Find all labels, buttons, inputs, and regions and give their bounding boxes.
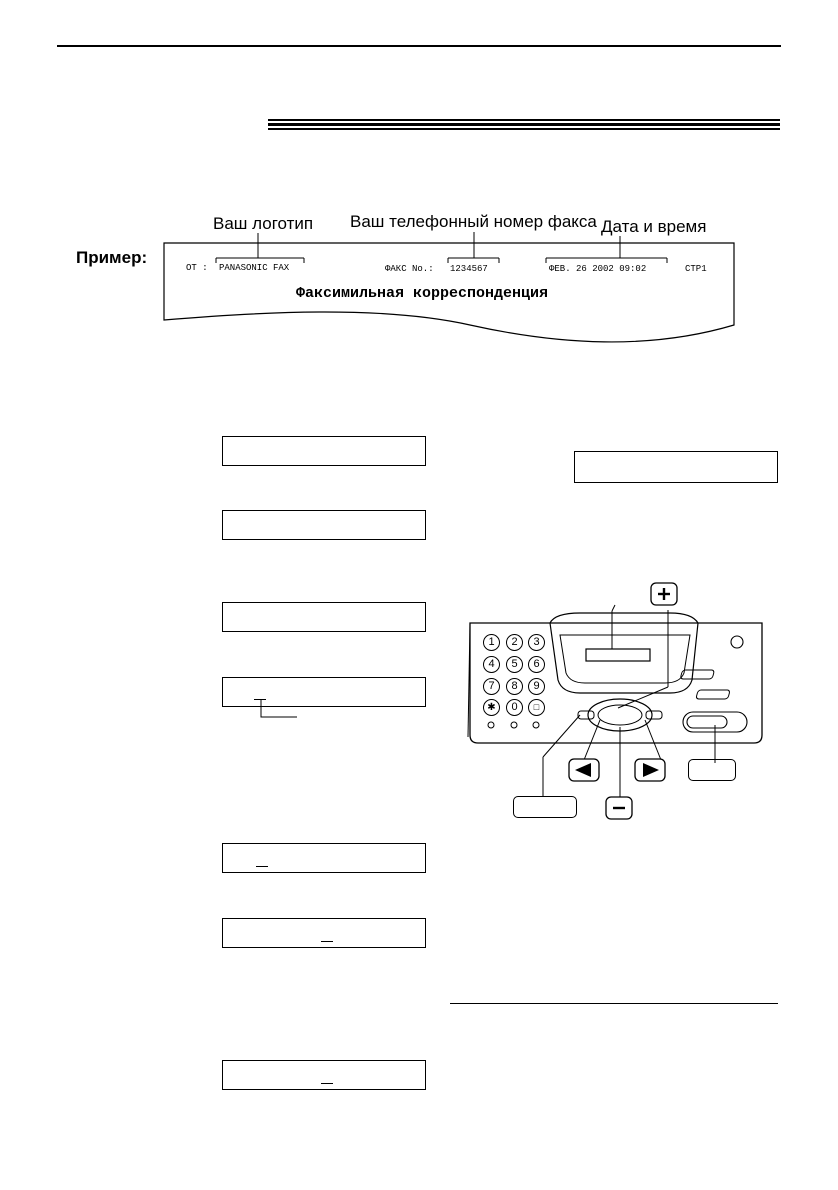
key-4: 4 bbox=[483, 656, 500, 673]
header-page: СТР1 bbox=[685, 264, 707, 274]
display-step-7 bbox=[222, 1060, 426, 1090]
key-hash: □ bbox=[528, 699, 545, 716]
display-cursor-step-6 bbox=[321, 941, 333, 942]
minus-button-icon[interactable] bbox=[605, 796, 633, 820]
key-7: 7 bbox=[483, 678, 500, 695]
header-fax-value: 1234567 bbox=[450, 264, 488, 274]
right-arrow-button-icon[interactable] bbox=[634, 758, 666, 782]
key-5: 5 bbox=[506, 656, 523, 673]
header-date-value: ФЕВ. 26 2002 09:02 bbox=[549, 264, 647, 274]
key-6: 6 bbox=[528, 656, 545, 673]
display-step-4 bbox=[222, 677, 426, 707]
display-step-5 bbox=[222, 843, 426, 873]
key-3: 3 bbox=[528, 634, 545, 651]
section-divider bbox=[450, 1003, 778, 1004]
key-star: ✱ bbox=[483, 699, 500, 716]
header-fax-prefix: ФАКС No.: bbox=[385, 264, 434, 274]
display-step-6 bbox=[222, 918, 426, 948]
display-cursor-step-5 bbox=[256, 866, 268, 867]
callout-logo: Ваш логотип bbox=[213, 214, 314, 233]
display-cursor-step-7 bbox=[321, 1083, 333, 1084]
plus-button-icon[interactable] bbox=[650, 582, 678, 606]
display-step-3 bbox=[222, 602, 426, 632]
callout-fax-number: Ваш телефонный номер факса bbox=[350, 212, 597, 231]
cursor-callout-line bbox=[255, 699, 305, 721]
key-8: 8 bbox=[506, 678, 523, 695]
example-label: Пример: bbox=[76, 248, 148, 267]
header-logo-value: PANASONIC FAX bbox=[219, 263, 290, 273]
display-step-2 bbox=[222, 510, 426, 540]
key-0: 0 bbox=[506, 699, 523, 716]
header-from-prefix: ОТ : bbox=[186, 263, 208, 273]
key-2: 2 bbox=[506, 634, 523, 651]
sample-fax-page bbox=[0, 0, 838, 360]
key-1: 1 bbox=[483, 634, 500, 651]
menu-button-callout[interactable] bbox=[513, 796, 577, 818]
left-arrow-button-icon[interactable] bbox=[568, 758, 600, 782]
callout-date-time: Дата и время bbox=[601, 217, 707, 236]
sample-body-text: Факсимильная корреспонденция bbox=[296, 285, 549, 302]
key-9: 9 bbox=[528, 678, 545, 695]
display-right bbox=[574, 451, 778, 483]
start-button-callout[interactable] bbox=[688, 759, 736, 781]
display-step-1 bbox=[222, 436, 426, 466]
